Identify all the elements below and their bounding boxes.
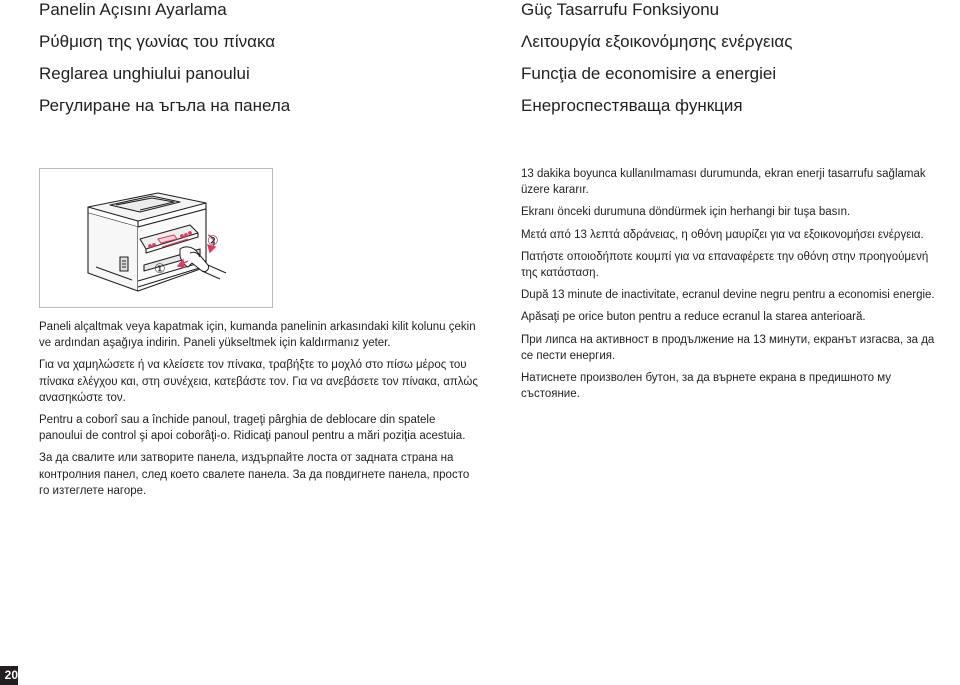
page-number: 20 (4, 668, 18, 682)
paragraph-romanian-2: Apăsaţi pe orice buton pentru a reduce ecranul la starea anterioară. (521, 311, 866, 324)
paragraph-greek-2: Πατήστε οποιοδήποτε κουμπί για να επαναφέρετε την οθόνη στην προηγούμενή της κατάσταση. (521, 250, 929, 280)
paragraph-bulgarian: За да свалите или затворите панела, издърпайте лоста от задната страна на контролния панел, след което свалете панела. За да повдигнете панела, просто го изтеглете нагоре. (39, 452, 470, 497)
heading-greek: Λειτουργία εξοικονόμησης ενέργειας (521, 32, 793, 51)
heading-bulgarian: Регулиране на ъгъла на панела (39, 96, 291, 115)
paragraph-greek: Για να χαμηλώσετε ή να κλείσετε τον πίνακα, τραβήξτε το μοχλό στο πίσω μέρος του πίνακα ελέγχου και, στη συνέχεια, κατεβάστε τον. Για να ανεβάσετε τον πίνακα, απλώς ανασηκώστε τον. (39, 359, 478, 404)
printer-panel-illustration (39, 168, 273, 308)
heading-turkish: Güç Tasarrufu Fonksiyonu (521, 0, 720, 19)
paragraph-romanian-1: După 13 minute de inactivitate, ecranul devine negru pentru a economisi energie. (521, 289, 935, 302)
right-section-body (521, 166, 941, 408)
heading-romanian: Funcţia de economisire a energiei (521, 64, 777, 83)
heading-turkish: Panelin Açısını Ayarlama (39, 0, 227, 19)
printer-illustration-svg (40, 169, 272, 307)
heading-romanian: Reglarea unghiului panoului (39, 64, 250, 83)
paragraph-bulgarian-1: При липса на активност в продължение на 13 минути, екранът изгасва, за да се пести енергия. (521, 333, 935, 362)
paragraph-turkish: Paneli alçaltmak veya kapatmak için, kumanda panelinin arkasındaki kilit kolunu çekin ve ardından aşağıya indirin. Paneli yükseltmek için kaldırmanız yeter. (39, 321, 476, 350)
paragraph-romanian: Pentru a coborî sau a închide panoul, trageţi pârghia de deblocare din spatele panoului de control şi apoi coborâţi-o. Ridicaţi panoul pentru a mări poziţia acestuia. (39, 414, 466, 443)
heading-greek: Ρύθμιση της γωνίας του πίνακα (39, 32, 276, 51)
heading-bulgarian: Енергоспестяваща функция (521, 96, 743, 115)
callout-one: ① (154, 262, 166, 277)
paragraph-turkish-1: 13 dakika boyunca kullanılmaması durumunda, ekran enerji tasarrufu sağlamak üzere kararır. (521, 168, 926, 197)
paragraph-turkish-2: Ekranı önceki durumuna döndürmek için herhangi bir tuşa basın. (521, 206, 851, 219)
right-section-headings (521, 0, 792, 122)
paragraph-bulgarian-2: Натиснете произволен бутон, за да върнете екрана в предишното му състояние. (521, 372, 891, 401)
left-section-body (39, 319, 479, 505)
callout-two: ② (207, 234, 219, 249)
page-number-tab (0, 666, 18, 685)
paragraph-greek-1: Μετά από 13 λεπτά αδράνειας, η οθόνη μαυρίζει για να εξοικονομήσει ενέργεια. (521, 228, 924, 241)
left-section-headings (39, 0, 290, 122)
